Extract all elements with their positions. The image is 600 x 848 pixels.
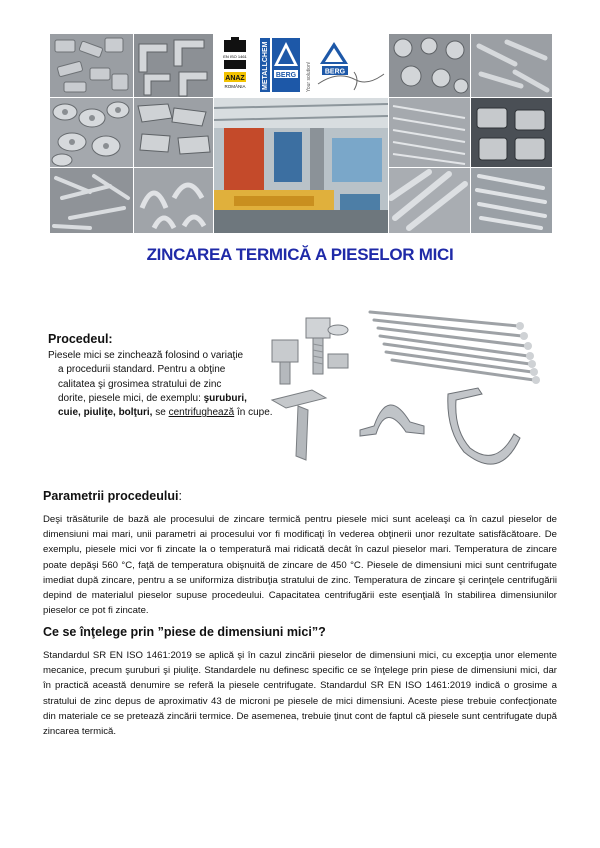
svg-text:METALLCHEM: METALLCHEM	[262, 41, 269, 90]
clips-photo	[134, 168, 213, 233]
parametri-heading-text: Parametrii procedeului	[43, 489, 179, 503]
header-collage	[50, 34, 552, 233]
parametri-heading-colon: :	[178, 489, 182, 503]
bolts-and-nuts	[272, 318, 348, 384]
pipe-clamp	[360, 405, 424, 436]
svg-text:BERG: BERG	[324, 68, 346, 76]
hangers-photo	[471, 98, 552, 167]
fasteners-photo	[389, 34, 470, 97]
brackets-photo	[134, 34, 213, 97]
l-bracket	[272, 390, 326, 460]
intelege-heading: Ce se înţelege prin ”piese de dimensiuni mici”?	[43, 625, 326, 639]
nails	[370, 312, 534, 380]
procedeu-line1: Piesele mici se zinchează folosind o variaţie	[48, 350, 244, 361]
intelege-text: Standardul SR EN ISO 1461:2019 se aplică şi în cazul zincării pieselor de dimensiuni mici, cu excepţia unor elemente mecanice, precum şuruburi şi piuliţe. Standardele nu definesc specific ce se înţelege prin piese de dimensiuni mici, dar în practică această denumire se referă la piesele centrifugate. Standardul SR EN ISO 1461:2019 indică o grosime a stratului de zinc depus de aproximativ 43 de microni pe piesele de mici dimensiuni. Aceste piese trebuie confecţionate din materiale ce se pretează zincării termice. De asemenea, trebuie ţinut cont de faptul că piesele sunt centrifugate după zincarea termică.	[43, 650, 557, 738]
svg-text:EN ISO 1461: EN ISO 1461	[223, 54, 247, 59]
procedeu-bold1: şuruburi,	[203, 392, 247, 404]
procedeu-text	[48, 349, 273, 420]
nails-photo	[389, 98, 470, 167]
procedeu-line3: calitatea şi grosimea stratului de zinc	[58, 378, 222, 390]
procedeu-line2: a procedurii standard. Pentru a obţine	[58, 364, 226, 376]
svg-text:Your solution!: Your solution!	[306, 61, 312, 92]
washers-photo	[50, 98, 133, 167]
screws-photo	[50, 168, 133, 233]
logo-strip	[214, 34, 388, 97]
gutter-hook	[448, 388, 520, 464]
long-screws-photo	[471, 168, 552, 233]
bolts-photo	[50, 34, 133, 97]
page-title: ZINCAREA TERMICĂ A PIESELOR MICI	[146, 245, 454, 264]
procedeu-underlined: centrifughează	[168, 407, 235, 419]
svg-text:ANAZ: ANAZ	[225, 75, 245, 82]
svg-text:ROMÂNIA: ROMÂNIA	[224, 84, 246, 89]
parametri-heading	[43, 489, 182, 503]
parametri-text: Deşi trăsăturile de bază ale procesului de zincare termică pentru piesele mici sunt aceleaşi ca în cazul pieselor de dimensiuni mai mari, unii parametri ai procesului vor fi modificaţi în vederea obţinerii unor rezultate satisfăcătoare. De exemplu, piesele mici vor fi zincate la o temperatură mai ridicată decât în cazul pieselor mari. Temperatura de zincare poate depăşi 560 °C, faţă de temperatura obişnuită de zincare de 450 °C. Piesele de dimensiuni mici sunt centrifugate imediat după zincare, pentru a se uniformiza distribuţia stratului de zinc. Temperatura de zincare şi cerinţele centrifugării depind de materialul pieselor supuse procedeului. Capacitatea centrifugării este esenţială în stabilirea dimensiunilor pieselor ce pot fi zincate.	[43, 514, 557, 617]
threaded-rods-photo	[389, 168, 470, 233]
procedeu-mid: se	[152, 407, 169, 419]
procedeu-line4: dorite, piesele mici, de exemplu:	[58, 392, 204, 404]
hex-bolts-photo	[471, 34, 552, 97]
procedeu-tail: în cupe.	[234, 407, 273, 419]
galvanizing-plant-photo	[214, 98, 388, 233]
procedeu-bold2: cuie, piuliţe, bolţuri,	[58, 407, 153, 419]
svg-text:BERG: BERG	[275, 72, 297, 79]
angle-plates-photo	[134, 98, 213, 167]
small-parts-image	[262, 300, 554, 470]
procedeu-heading: Procedeul:	[48, 332, 113, 346]
